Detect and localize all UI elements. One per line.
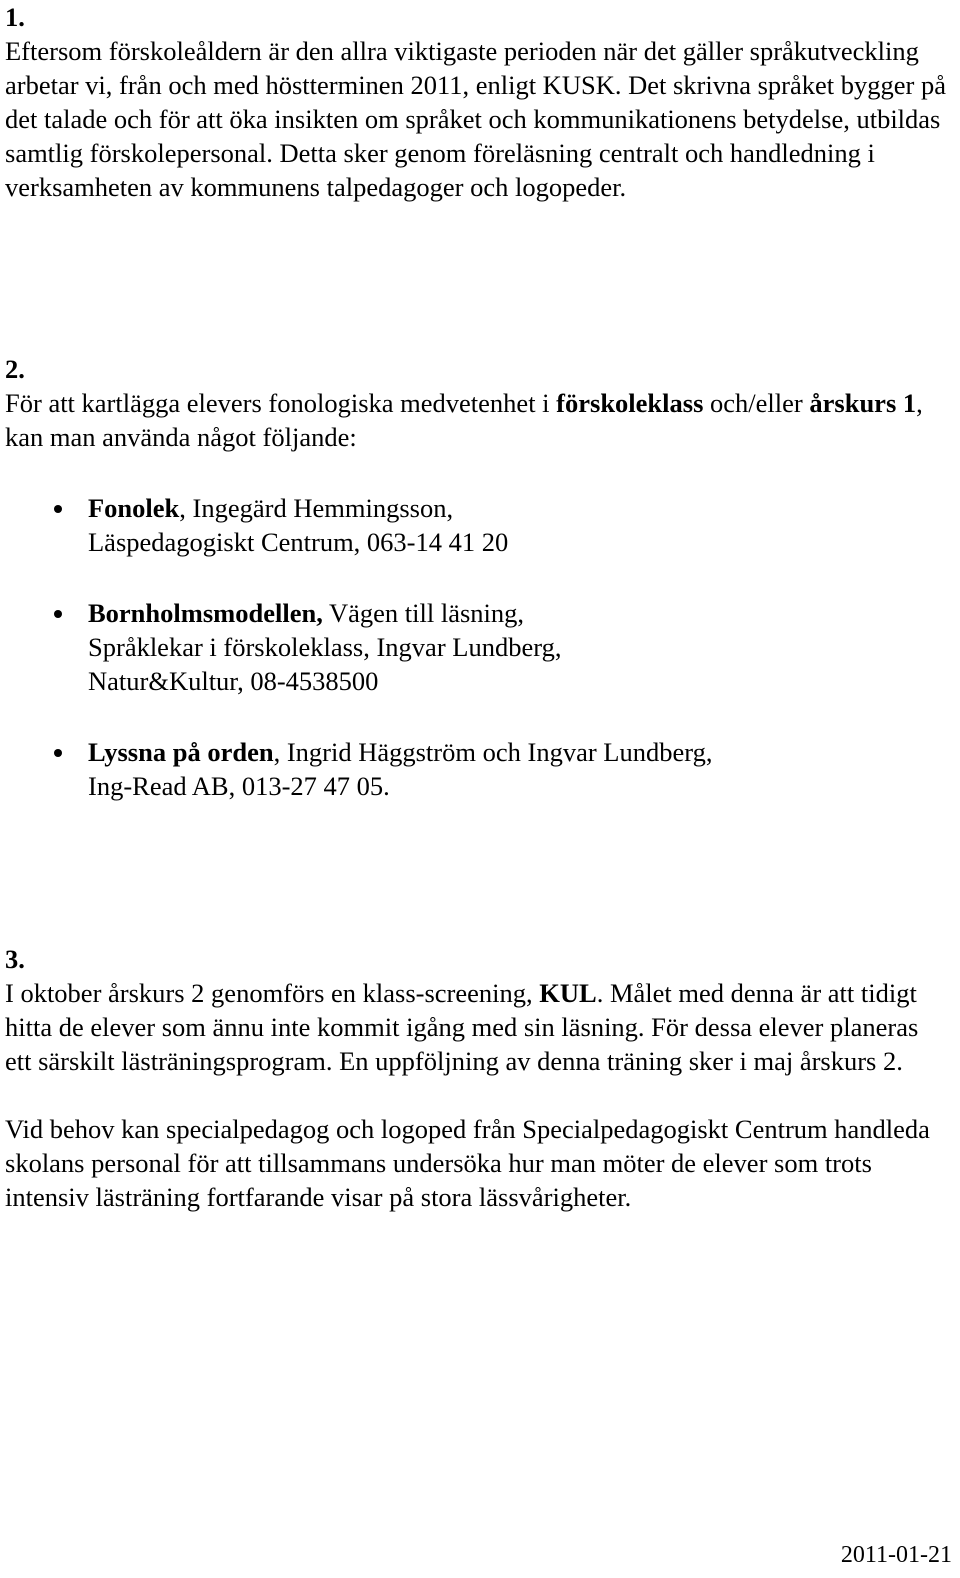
list-item-line-1 [88,596,950,630]
bullet-icon [54,505,62,513]
section-2-number: 2. [5,354,25,384]
section-2-intro [5,386,950,454]
section-1 [5,0,950,204]
list-item-detail: Vägen till läsning, [322,598,525,628]
intro-text-3: , kan man använda något följande: [5,388,923,452]
list-item-detail: , Ingegärd Hemmingsson, [179,493,454,523]
list-item-fonolek [5,491,950,559]
material-list [5,491,950,803]
list-item-line-1 [88,491,950,525]
list-item-title: Fonolek [88,493,180,523]
list-item-title: Lyssna på orden [88,737,274,767]
para1-text-2: . Målet med denna är att tidigt hitta de elever som ännu inte kommit igång med sin läsning. För dessa elever planeras ett särskilt lästräningsprogram. En uppföljning av denna träning sker i maj årskurs 2. [5,978,919,1076]
list-item-line-2: Ing-Read AB, 013-27 47 05. [88,771,390,801]
para1-bold-kul: KUL [539,978,597,1008]
list-item-line-2: Språklekar i förskoleklass, Ingvar Lundberg, [88,632,562,662]
bullet-icon [54,749,62,757]
intro-bold-arskurs: årskurs 1 [809,388,917,418]
list-item-detail: , Ingrid Häggström och Ingvar Lundberg, [273,737,713,767]
bullet-icon [54,610,62,618]
list-item-lyssna-pa-orden [5,735,950,803]
list-item-line-3: Natur&Kultur, 08-4538500 [88,666,379,696]
section-3-paragraph-2: Vid behov kan specialpedagog och logoped från Specialpedagogiskt Centrum handleda skolans personal för att tillsammans undersöka hur man möter de elever som trots intensiv lästräning fortfarande visar på stora lässvårigheter. [5,1114,930,1212]
intro-bold-forskoleklass: förskoleklass [556,388,704,418]
list-item-bornholmsmodellen [5,596,950,698]
footer-date: 2011-01-21 [840,1542,952,1568]
section-3 [5,942,950,1214]
section-3-number: 3. [5,944,25,974]
section-1-number: 1. [5,2,25,32]
list-item-line-1 [88,735,950,769]
para1-text-1: I oktober årskurs 2 genomförs en klass-screening, [5,978,540,1008]
section-3-paragraph-1 [5,976,950,1078]
section-1-text: Eftersom förskoleåldern är den allra viktigaste perioden när det gäller språkutveckling arbetar vi, från och med höstterminen 2011, enligt KUSK. Det skrivna språket bygger på det talade och för att öka insikten om språket och kommunikationens betydelse, utbildas samtlig förskolepersonal. Detta sker genom föreläsning centralt och handledning i verksamheten av kommunens talpedagoger och logopeder. [5,36,946,202]
intro-text-1: För att kartlägga elevers fonologiska medvetenhet i [5,388,557,418]
intro-text-2: och/eller [703,388,810,418]
section-2 [5,352,950,803]
list-item-title: Bornholmsmodellen, [88,598,323,628]
list-item-line-2: Läspedagogiskt Centrum, 063-14 41 20 [88,527,509,557]
